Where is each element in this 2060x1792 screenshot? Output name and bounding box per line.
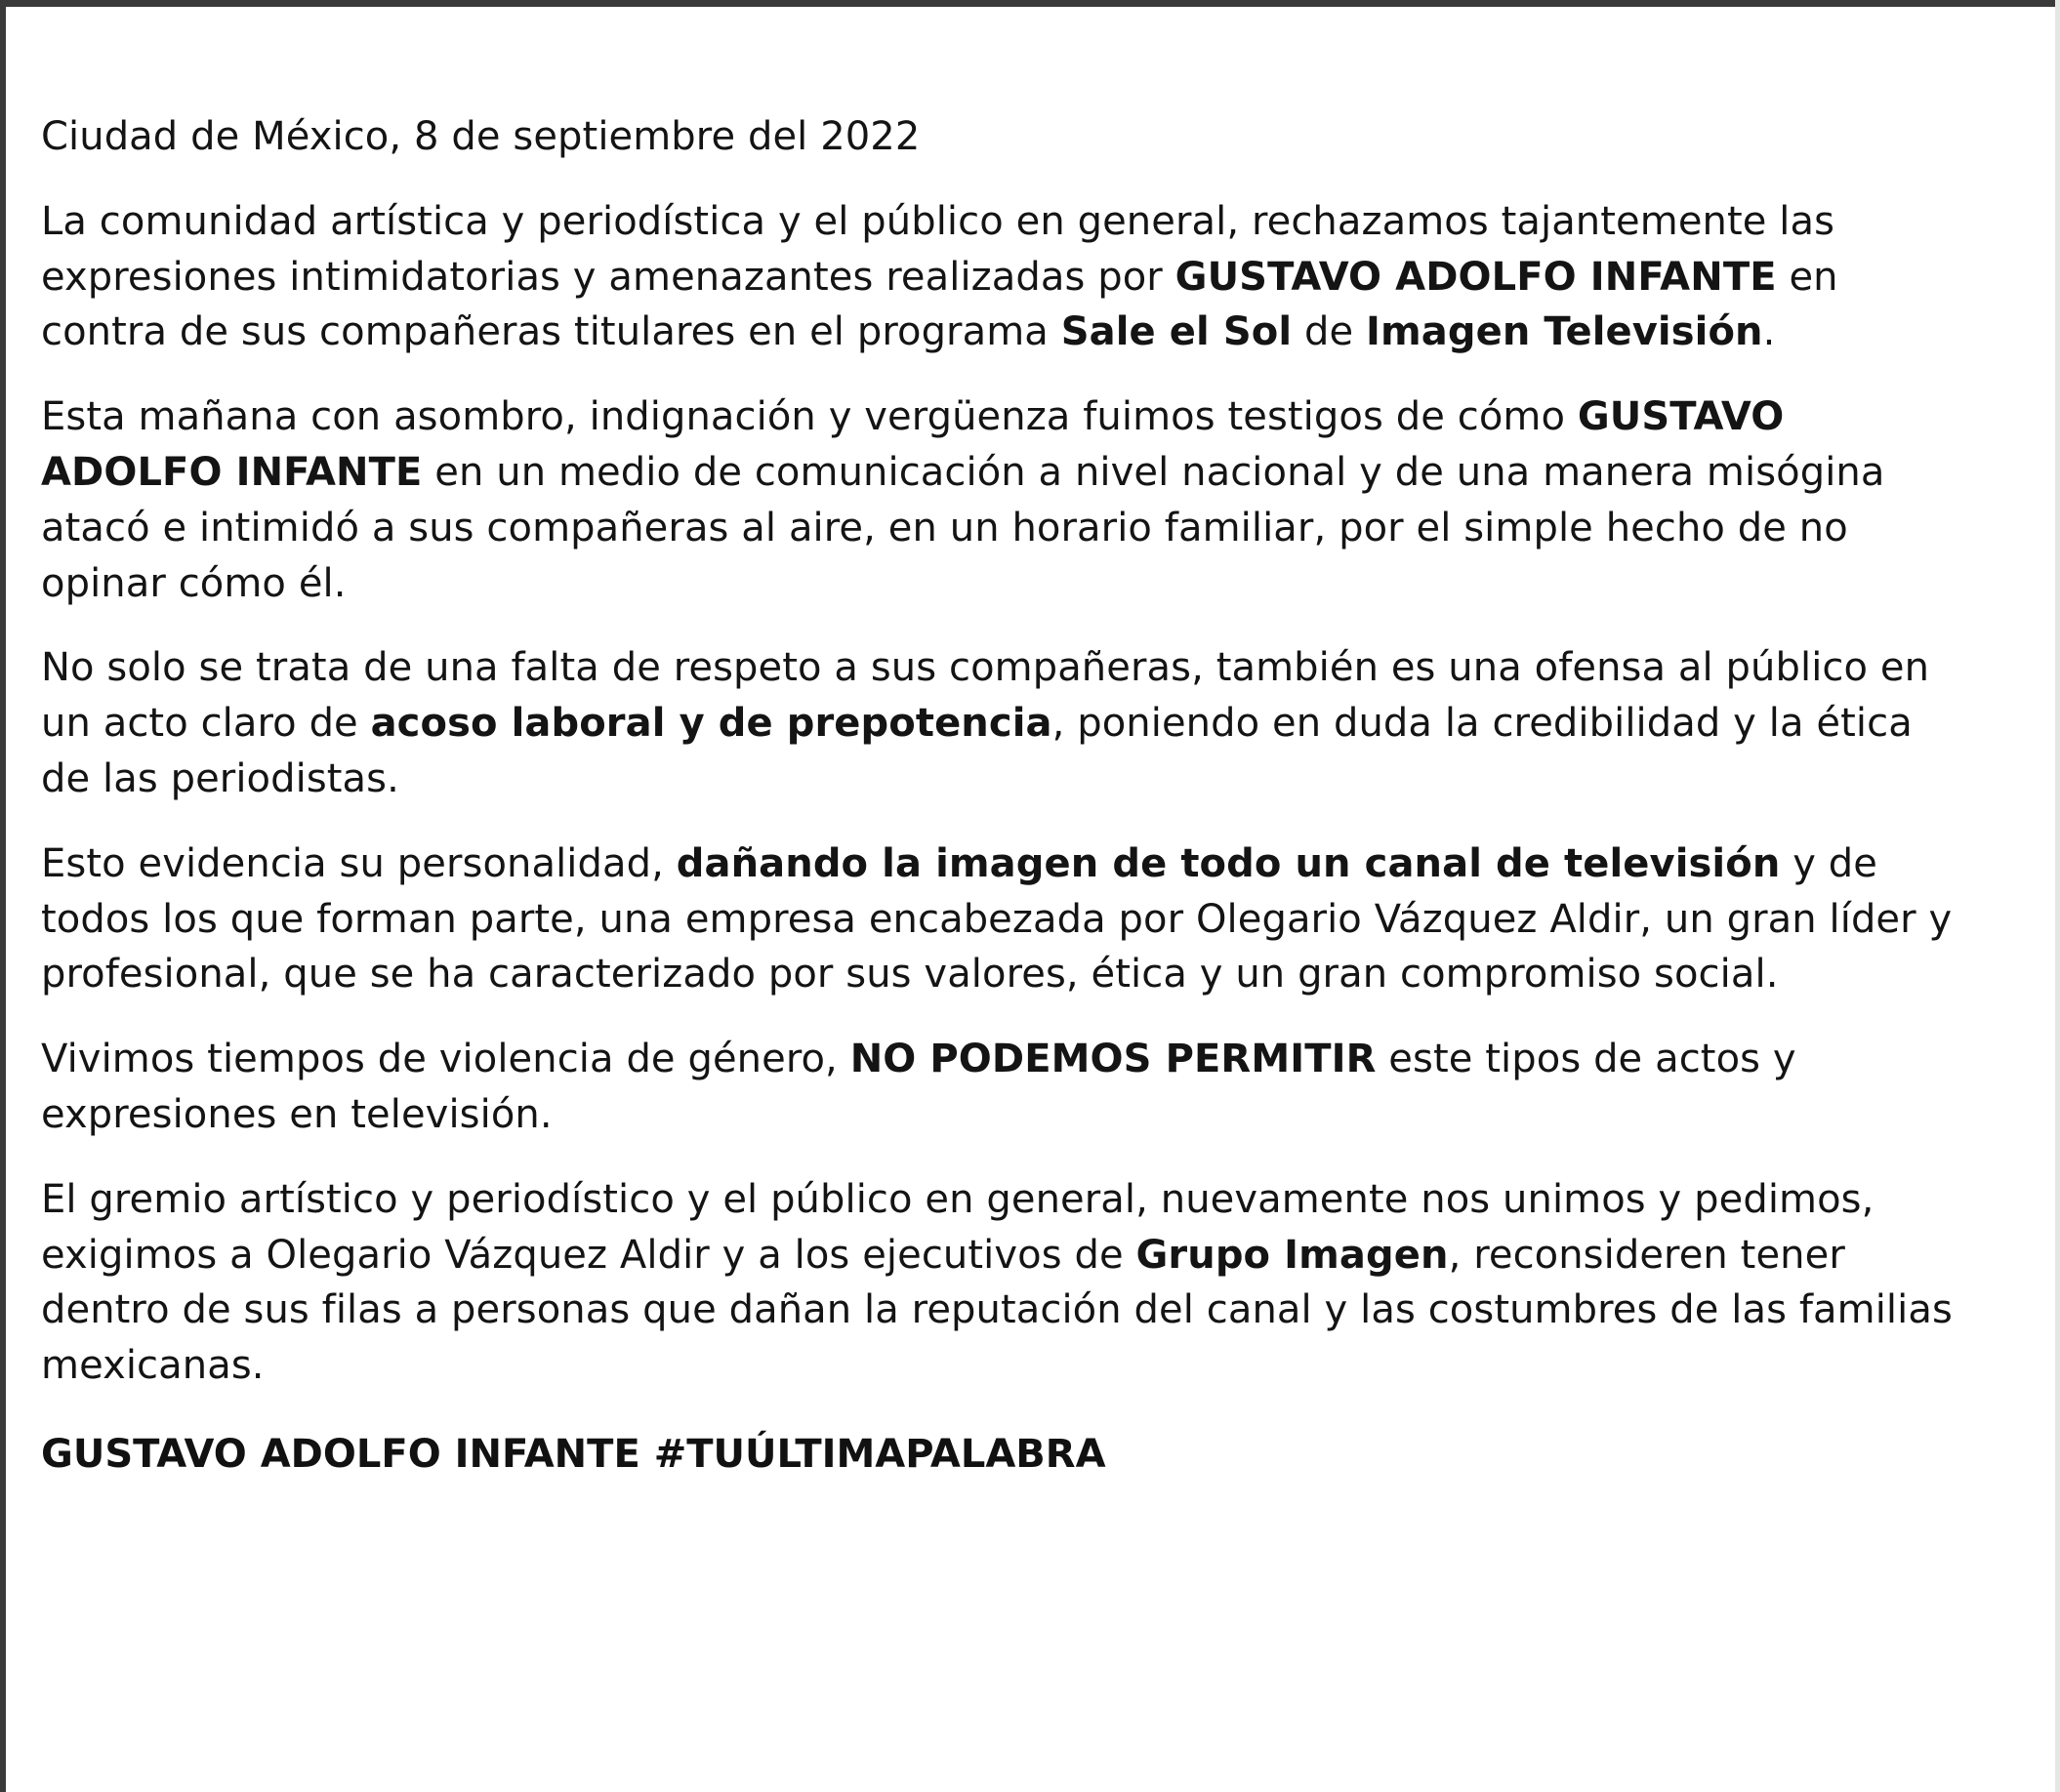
statement-body <box>41 109 1959 1483</box>
date-line: Ciudad de México, 8 de septiembre del 2022 <box>41 114 921 159</box>
signature-hashtag: GUSTAVO ADOLFO INFANTE #TUÚLTIMAPALABRA <box>41 1431 1106 1477</box>
paragraph-2: Esta mañana con asombro, indignación y vergüenza fuimos testigos de cómo GUSTAVO ADOLFO INFANTE en un medio de comunicación a nivel nacional y de una manera misógina atacó e intimidó a sus compañeras al aire, en un horario familiar, por el simple hecho de no opinar cómo él. <box>41 394 1885 606</box>
left-border-rule <box>0 0 6 1792</box>
paragraph-1: La comunidad artística y periodística y el público en general, rechazamos tajantemente las expresiones intimidatorias y amenazantes realizadas por GUSTAVO ADOLFO INFANTE en contra de sus compañeras titulares en el programa Sale el Sol de Imagen Televisión. <box>41 198 1838 355</box>
top-border-rule <box>0 0 2060 7</box>
paragraph-5: Vivimos tiempos de violencia de género, NO PODEMOS PERMITIR este tipos de actos y expresiones en televisión. <box>41 1037 1796 1137</box>
paragraph-6: El gremio artístico y periodístico y el público en general, nuevamente nos unimos y pedimos, exigimos a Olegario Vázquez Aldir y a los ejecutivos de Grupo Imagen, reconsideren tener dentro de sus filas a personas que dañan la reputación del canal y las costumbres de las familias mexicanas. <box>41 1176 1953 1389</box>
right-border-rule <box>2055 0 2060 1792</box>
paragraph-4: Esto evidencia su personalidad, dañando la imagen de todo un canal de televisión y de todos los que forman parte, una empresa encabezada por Olegario Vázquez Aldir, un gran líder y profesional, que se ha caracterizado por sus valores, ética y un gran compromiso social. <box>41 840 1953 998</box>
paragraph-3: No solo se trata de una falta de respeto a sus compañeras, también es una ofensa al público en un acto claro de acoso laboral y de prepotencia, poniendo en duda la credibilidad y la ética de las periodistas. <box>41 645 1930 801</box>
